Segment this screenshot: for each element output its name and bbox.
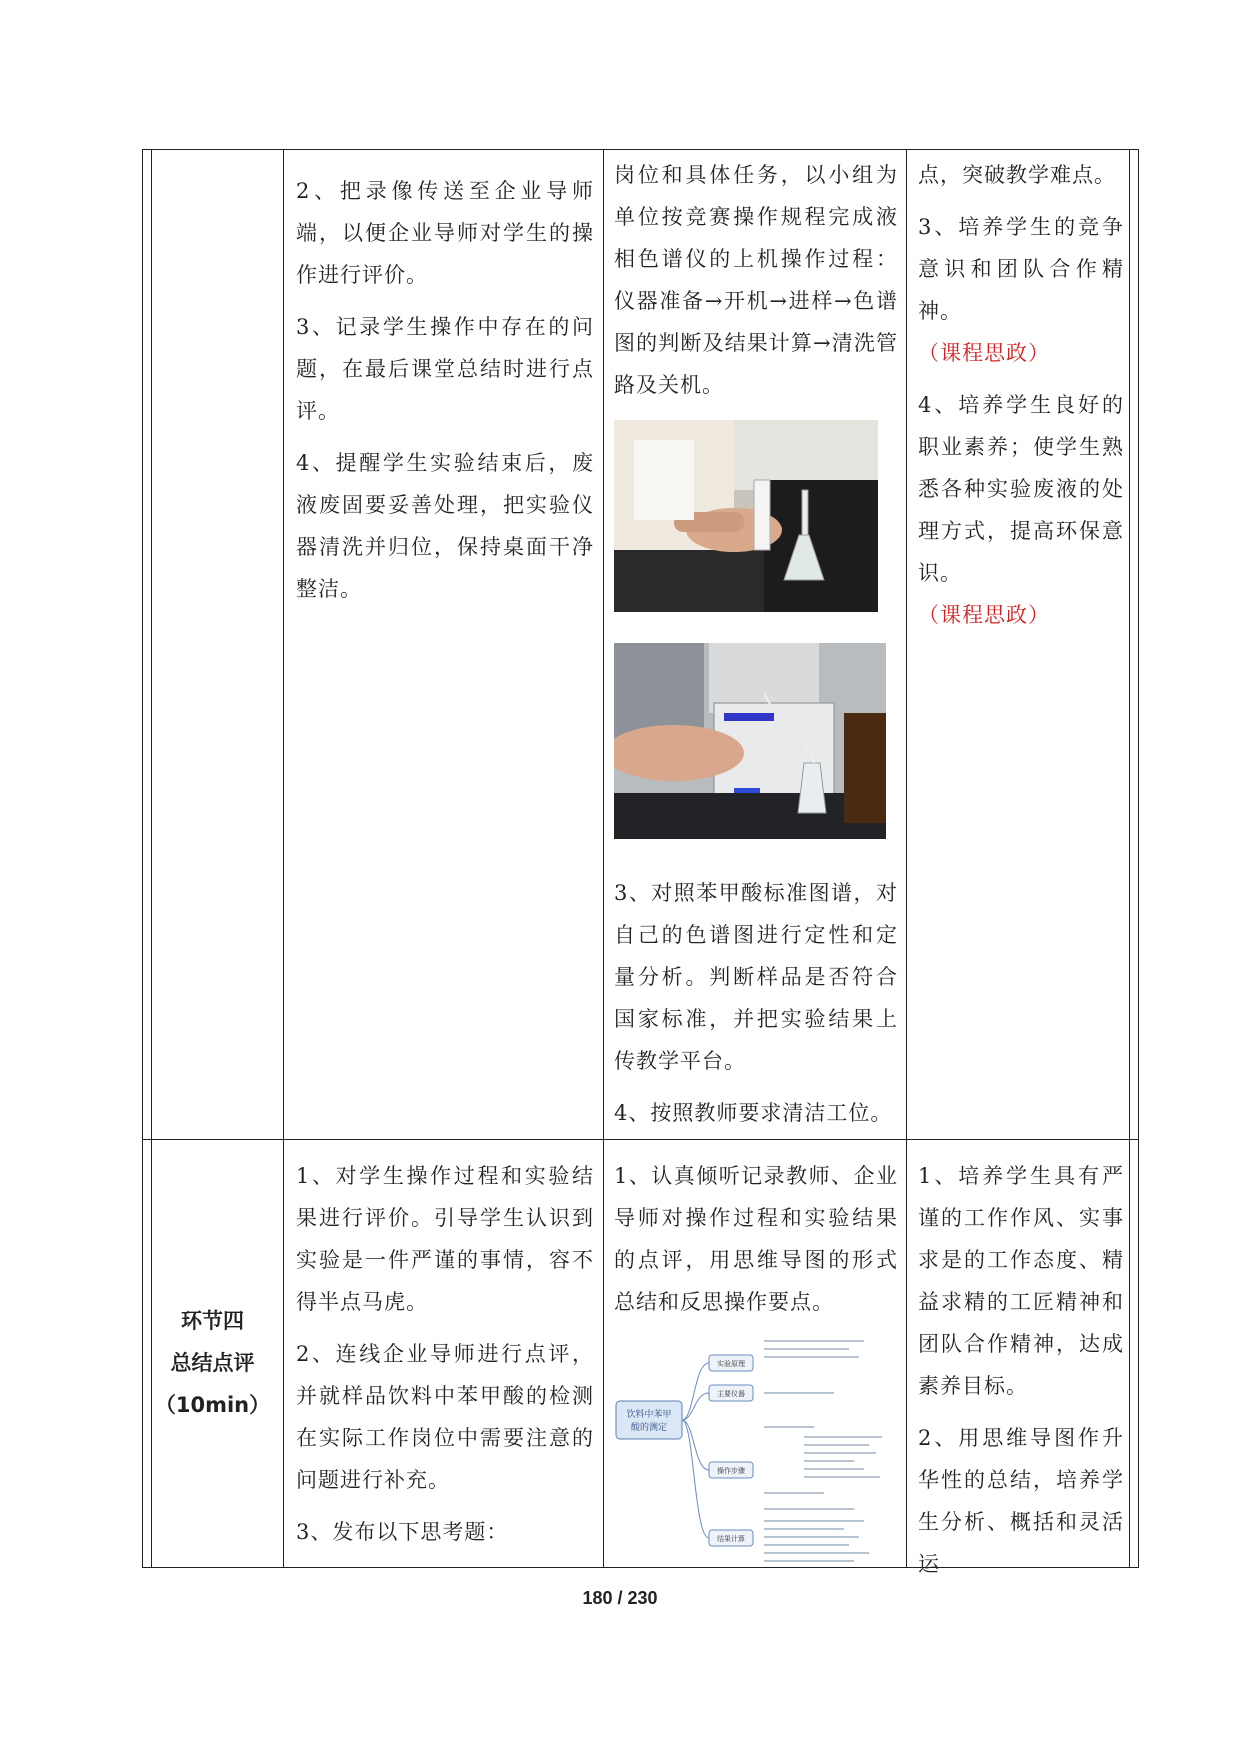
student-item: 4、按照教师要求清洁工位。 [614, 1101, 893, 1125]
mindmap-branch: 主要仪器 [717, 1390, 745, 1398]
stage-duration: （10min） [154, 1393, 271, 1417]
teacher-activity-cell [296, 1155, 594, 1563]
column-divider [603, 149, 604, 1568]
goal-item: 4、培养学生良好的职业素养；使学生熟悉各种实验废液的处理方式，提高环保意识。 [918, 393, 1124, 585]
goal-item: 1、培养学生具有严谨的工作作风、实事求是的工作态度、精益求精的工匠精神和团队合作精神，达成素养目标。 [918, 1164, 1124, 1398]
lab-photo-sample-prep [614, 420, 878, 612]
teacher-item: 2、连线企业导师进行点评，并就样品饮料中苯甲酸的检测在实际工作岗位中需要注意的问题进行补充。 [296, 1342, 594, 1492]
student-activity-cell-continued [614, 872, 898, 1144]
goal-item: 点，突破教学难点。 [918, 163, 1116, 187]
design-intent-cell [918, 1155, 1124, 1595]
teacher-item: 3、发布以下思考题： [296, 1520, 509, 1544]
teacher-item: 1、对学生操作过程和实验结果进行评价。引导学生认识到实验是一件严谨的事情，容不得半点马虎。 [296, 1164, 594, 1314]
mindmap-branch: 实验原理 [717, 1360, 745, 1368]
goal-item: 3、培养学生的竞争意识和团队合作精神。 [918, 215, 1124, 323]
mindmap-center-line2: 酸的测定 [630, 1423, 668, 1433]
teacher-item: 4、提醒学生实验结束后，废液废固要妥善处理，把实验仪器清洗并归位，保持桌面干净整洁。 [296, 451, 594, 601]
student-item: 1、认真倾听记录教师、企业导师对操作过程和实验结果的点评，用思维导图的形式总结和反思操作要点。 [614, 1164, 898, 1314]
teacher-activity-cell [296, 170, 594, 620]
student-activity-cell [614, 154, 898, 416]
stage-name: 环节四 [181, 1309, 244, 1333]
lab-photo-hplc-instrument [614, 643, 886, 839]
mindmap-branch: 结果计算 [717, 1535, 745, 1543]
ideology-tag: （课程思政） [918, 341, 1050, 365]
mindmap-branch: 操作步骤 [717, 1467, 745, 1475]
stage-label [146, 1300, 279, 1426]
goal-item: 2、用思维导图作升华性的总结，培养学生分析、概括和灵活运 [918, 1426, 1124, 1576]
mindmap-center-line1: 饮料中苯甲 [626, 1410, 672, 1420]
stage-title: 总结点评 [170, 1351, 255, 1375]
column-divider [906, 149, 907, 1568]
teacher-item: 2、把录像传送至企业导师端，以便企业导师对学生的操作进行评价。 [296, 179, 594, 287]
ideology-tag: （课程思政） [918, 603, 1050, 627]
teacher-item: 3、记录学生操作中存在的问题，在最后课堂总结时进行点评。 [296, 315, 594, 423]
student-item: 岗位和具体任务，以小组为单位按竞赛操作规程完成液相色谱仪的上机操作过程：仪器准备→开机→进样→色谱图的判断及结果计算→清洗管路及关机。 [614, 163, 898, 397]
page-number: 180 / 230 [582, 1588, 658, 1608]
design-intent-cell [918, 154, 1124, 646]
column-divider [283, 149, 284, 1568]
table-inner-border [1129, 149, 1130, 1568]
student-item: 3、对照苯甲酸标准图谱，对自己的色谱图进行定性和定量分析。判断样品是否符合国家标准，并把实验结果上传教学平台。 [614, 881, 898, 1073]
student-activity-cell [614, 1155, 898, 1333]
mindmap-figure [614, 1333, 894, 1565]
